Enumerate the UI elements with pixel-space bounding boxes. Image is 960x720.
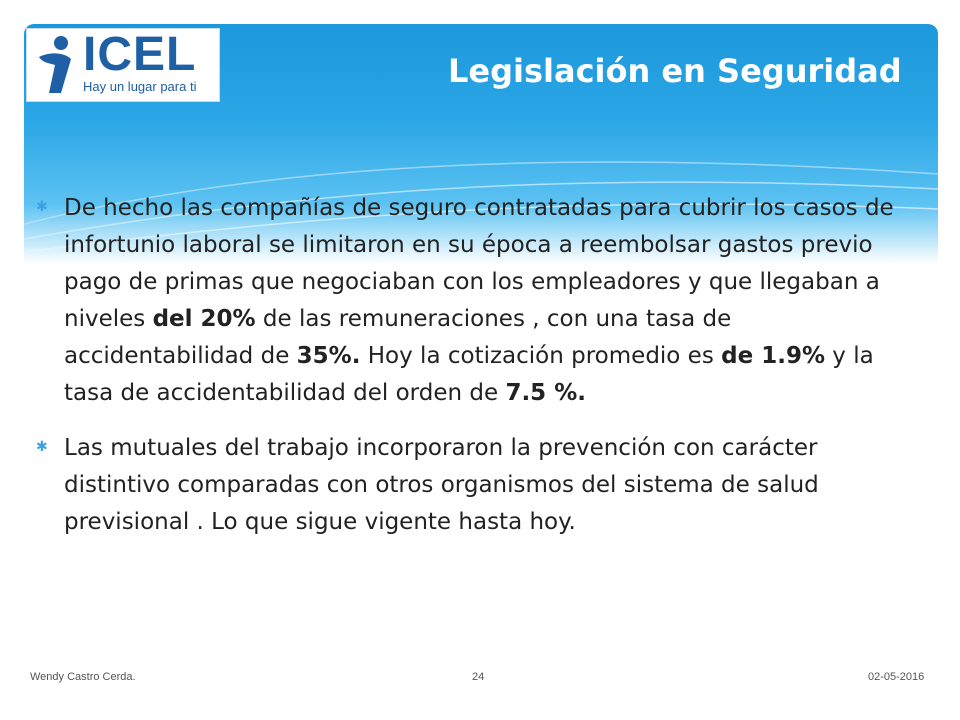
icel-logo (26, 28, 220, 102)
asterisk-bullet-icon: ✱ (36, 199, 48, 215)
footer-date: 02-05-2016 (868, 671, 925, 683)
bullet-text: Las mutuales del trabajo incorporaron la prevención con carácter distintivo comparadas con otros organismos del sistema de salud previsional . Lo que sigue vigente hasta hoy. (64, 435, 819, 535)
footer-author: Wendy Castro Cerda. (30, 671, 136, 683)
logo-figure-icon (31, 33, 79, 97)
slide-title: Legislación en Seguridad (448, 52, 902, 90)
footer-page-number: 24 (472, 671, 485, 683)
bullet-item (34, 190, 914, 412)
logo-brand: ICEL (83, 28, 197, 81)
bullet-text: De hecho las compañías de seguro contratadas para cubrir los casos de infortunio laboral se limitaron en su época a reembolsar gastos previo pago de primas que negociaban con los empleadores y que llegaban a niveles del 20% de las remuneraciones , con una tasa de accidentabilidad de 35%. Hoy la cotización promedio es de 1.9% y la tasa de accidentabilidad del orden de 7.5 %. (64, 195, 894, 406)
asterisk-bullet-icon: ✱ (36, 439, 48, 455)
logo-tagline: Hay un lugar para ti (83, 79, 197, 94)
bullet-list (34, 190, 914, 559)
bullet-item (34, 430, 914, 541)
